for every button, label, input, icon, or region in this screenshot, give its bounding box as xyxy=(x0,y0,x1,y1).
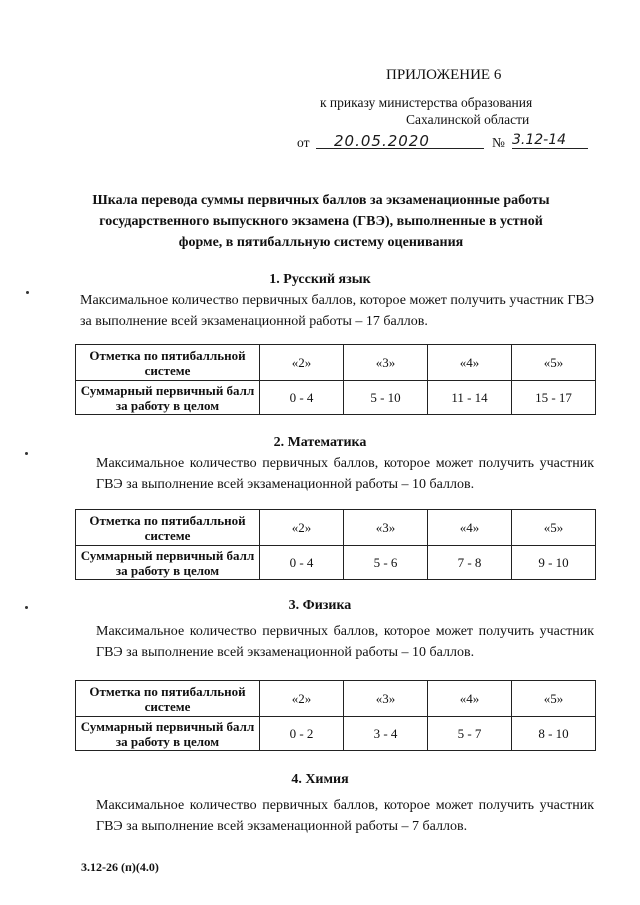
region-name: Сахалинской области xyxy=(406,112,530,127)
score-cell: 3 - 4 xyxy=(344,717,428,751)
grade-2: «2» xyxy=(260,681,344,717)
score-cell: 11 - 14 xyxy=(428,381,512,415)
grade-4: «4» xyxy=(428,345,512,381)
section-text-russian: Максимальное количество первичных баллов, которое может получить участник ГВЭ за выполнение всей экзаменационной работы – 17 баллов. xyxy=(80,293,594,329)
score-row-label: Суммарный первичный балл за работу в целом xyxy=(76,717,260,751)
grade-row-label: Отметка по пятибалльной системе xyxy=(76,510,260,546)
score-cell: 8 - 10 xyxy=(512,717,596,751)
grade-2: «2» xyxy=(260,510,344,546)
scan-mark xyxy=(26,291,29,294)
section-text-math: Максимальное количество первичных баллов, которое может получить участник ГВЭ за выполнение всей экзаменационной работы – 10 баллов. xyxy=(96,456,594,492)
grade-3: «3» xyxy=(344,510,428,546)
score-cell: 0 - 4 xyxy=(260,381,344,415)
grade-3: «3» xyxy=(344,345,428,381)
document-title: Шкала перевода суммы первичных баллов за экзаменационные работы государственного выпускного экзамена (ГВЭ), выполненные в устной форме, в пятибалльную систему оценивания xyxy=(92,193,550,250)
handwritten-number: 3.12-14 xyxy=(512,132,567,148)
document-code: 3.12-26 (п)(4.0) xyxy=(81,860,159,874)
section-text-chemistry: Максимальное количество первичных баллов, которое может получить участник ГВЭ за выполнение всей экзаменационной работы – 7 баллов. xyxy=(96,798,594,834)
score-cell: 5 - 6 xyxy=(344,546,428,580)
section-heading-math: 2. Математика xyxy=(273,435,367,450)
grade-row-label: Отметка по пятибалльной системе xyxy=(76,681,260,717)
grade-5: «5» xyxy=(512,681,596,717)
score-row-label: Суммарный первичный балл за работу в целом xyxy=(76,546,260,580)
grade-4: «4» xyxy=(428,510,512,546)
date-label: от xyxy=(297,135,310,150)
section-heading-russian: 1. Русский язык xyxy=(269,272,371,287)
order-reference: к приказу министерства образования xyxy=(320,95,533,110)
grade-table-math xyxy=(75,509,596,580)
score-row-label: Суммарный первичный балл за работу в целом xyxy=(76,381,260,415)
appendix-title: ПРИЛОЖЕНИЕ 6 xyxy=(386,67,502,83)
grade-table-physics xyxy=(75,680,596,751)
grade-4: «4» xyxy=(428,681,512,717)
score-cell: 5 - 7 xyxy=(428,717,512,751)
grade-3: «3» xyxy=(344,681,428,717)
section-heading-chemistry: 4. Химия xyxy=(291,772,349,787)
score-cell: 0 - 2 xyxy=(260,717,344,751)
section-heading-physics: 3. Физика xyxy=(288,598,352,613)
grade-row-label: Отметка по пятибалльной системе xyxy=(76,345,260,381)
score-cell: 9 - 10 xyxy=(512,546,596,580)
handwritten-date: 20.05.2020 xyxy=(334,132,430,150)
grade-5: «5» xyxy=(512,345,596,381)
number-underline xyxy=(512,148,588,149)
number-label: № xyxy=(492,135,505,150)
grade-table-russian xyxy=(75,344,596,415)
score-cell: 15 - 17 xyxy=(512,381,596,415)
score-cell: 0 - 4 xyxy=(260,546,344,580)
score-cell: 7 - 8 xyxy=(428,546,512,580)
scan-mark xyxy=(25,452,28,455)
grade-5: «5» xyxy=(512,510,596,546)
score-cell: 5 - 10 xyxy=(344,381,428,415)
section-text-physics: Максимальное количество первичных баллов, которое может получить участник ГВЭ за выполнение всей экзаменационной работы – 10 баллов. xyxy=(96,624,594,660)
grade-2: «2» xyxy=(260,345,344,381)
scan-mark xyxy=(25,606,28,609)
